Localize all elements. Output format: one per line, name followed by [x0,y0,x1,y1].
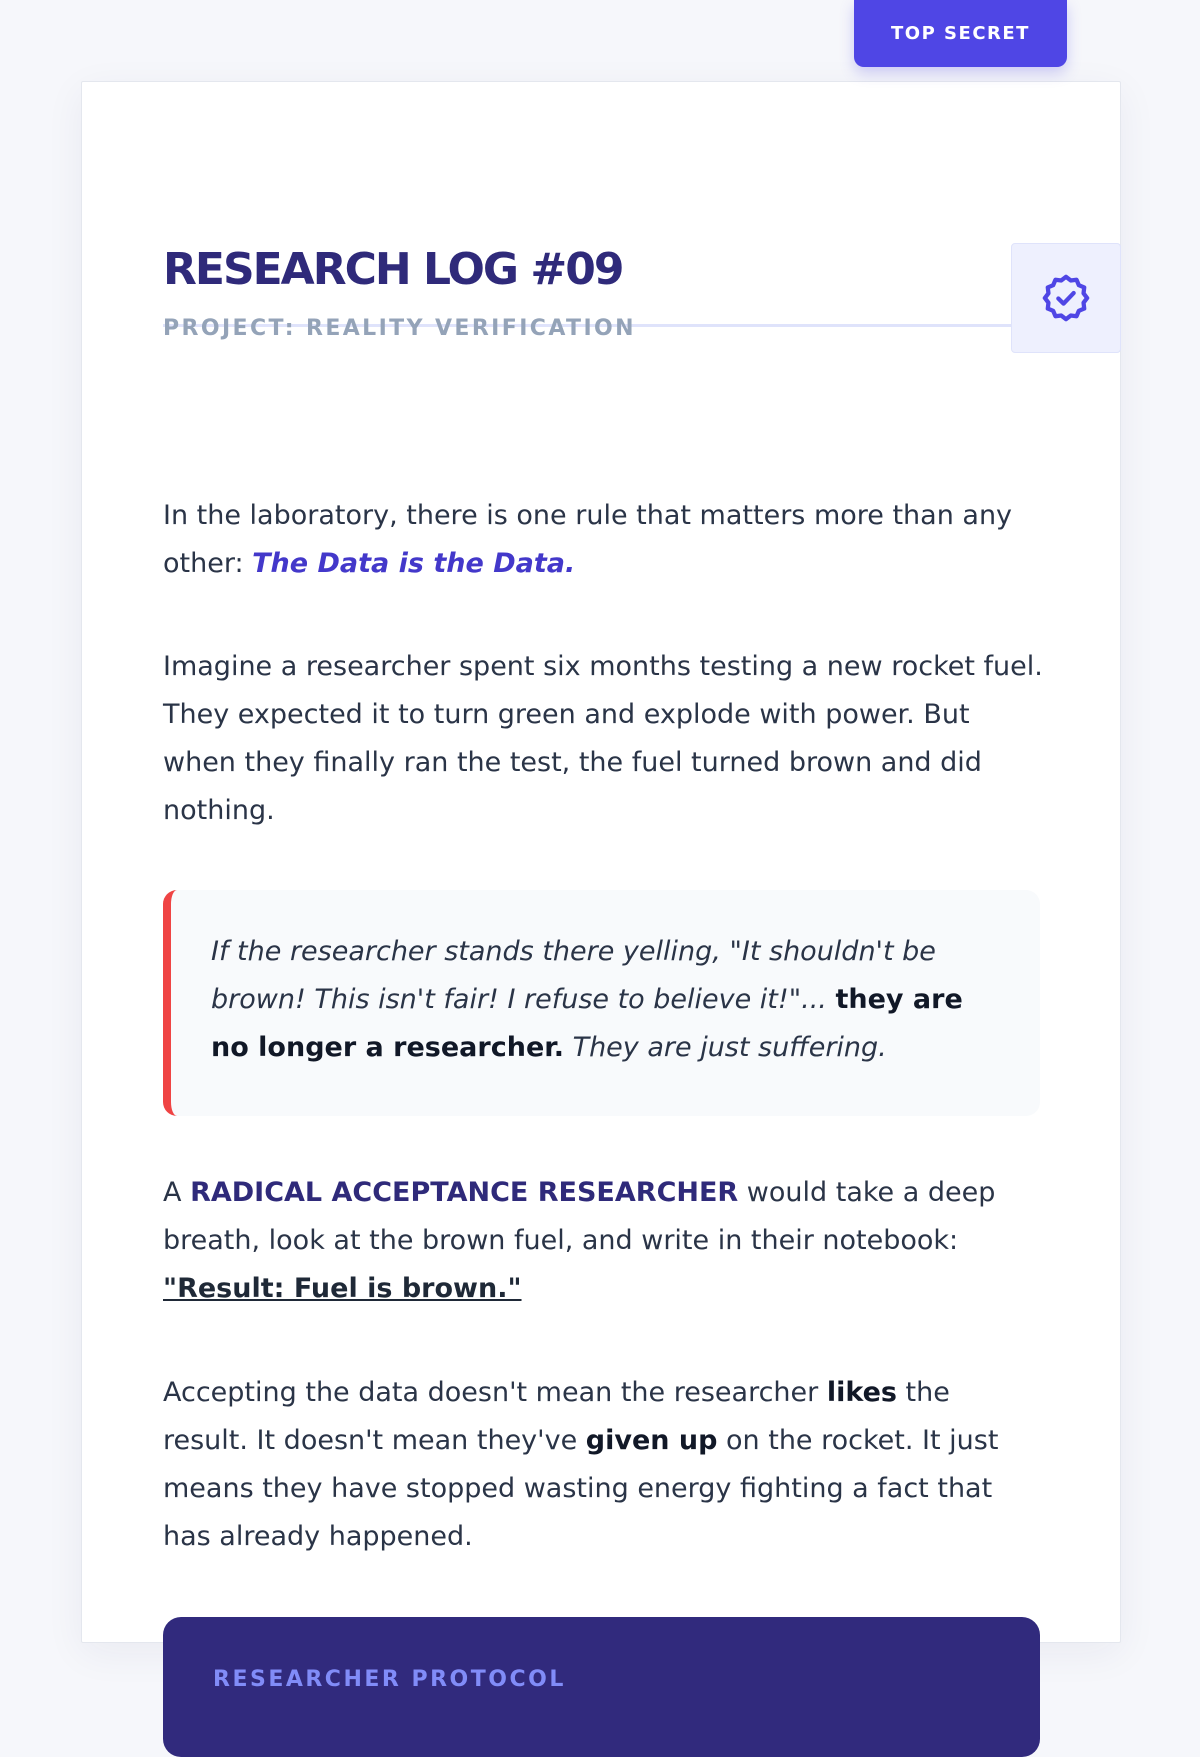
accepting-part-2: the result. It doesn't mean they've [163,1377,950,1456]
quote-italic-2: They are just suffering. [572,1032,887,1063]
rule-paragraph [163,492,1043,588]
accepting-data-paragraph [163,1369,1043,1561]
result-quote: "Result: Fuel is brown." [163,1273,522,1304]
researcher-protocol-box [163,1617,1040,1757]
rocket-fuel-paragraph: Imagine a researcher spent six months testing a new rocket fuel. They expected it to turn green and explode with power. But when they finally ran the test, the fuel turned brown and did nothing. [163,651,1043,826]
rule-emphasis: The Data is the Data. [252,548,576,579]
protocol-heading: RESEARCHER PROTOCOL [213,1667,566,1692]
acceptance-prefix: A [163,1177,191,1208]
accepting-part-1: Accepting the data doesn't mean the researcher [163,1377,827,1408]
verified-badge-icon [1039,271,1093,325]
quote-italic-1: If the researcher stands there yelling, "It shouldn't be brown! This isn't fair! I refuse to believe it!"... [211,936,936,1015]
radical-acceptance-highlight: RADICAL ACCEPTANCE RESEARCHER [190,1177,739,1208]
quote-bold: they are no longer a researcher. [211,984,963,1063]
verified-badge [1011,243,1121,353]
log-header [163,162,1040,341]
acceptance-paragraph [163,1169,1043,1313]
page-title: RESEARCH LOG #09 [163,244,623,295]
top-secret-tag: TOP SECRET [854,0,1067,67]
rule-text: In the laboratory, there is one rule that matters more than any other: [163,500,1013,579]
quote-text [211,928,1000,1072]
accepting-bold-given-up: given up [585,1425,718,1456]
research-log-card [81,81,1121,1692]
project-subtitle: PROJECT: REALITY VERIFICATION [163,316,636,341]
researcher-quote [163,890,1040,1116]
accepting-part-3: on the rocket. It just means they have stopped wasting energy fighting a fact that has already happened. [163,1425,999,1552]
accepting-bold-likes: likes [826,1377,897,1408]
acceptance-middle: would take a deep breath, look at the brown fuel, and write in their notebook: [163,1177,996,1256]
